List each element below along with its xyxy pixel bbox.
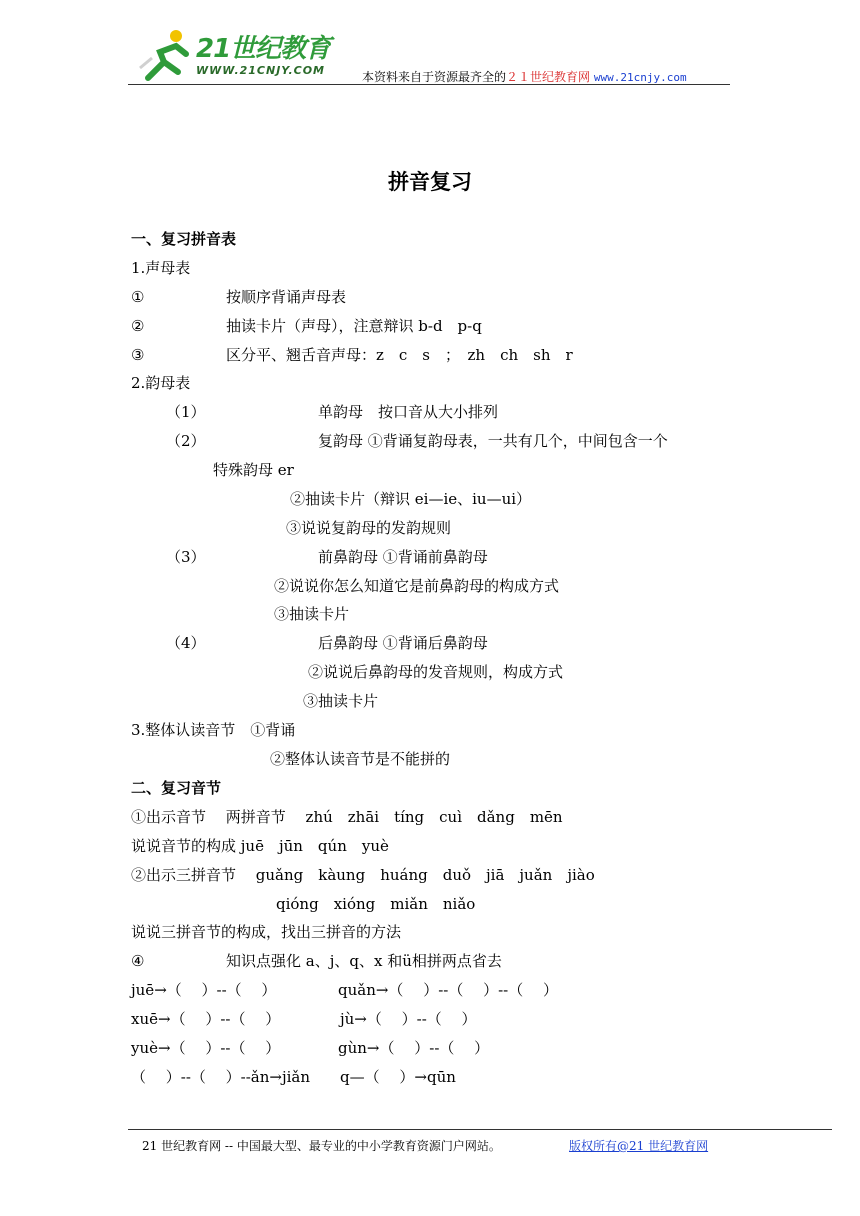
item-3: 3.整体认读音节 ①背诵 [131, 721, 296, 739]
para-3: ②出示三拼音节 guǎng kàung huáng duǒ jiā juǎn jiào [131, 866, 595, 884]
site-logo [138, 28, 338, 84]
item-1-1-text: 按顺序背诵声母表 [226, 288, 347, 306]
para-6-text: 知识点强化 a、j、q、x 和ü相拼两点省去 [226, 952, 502, 970]
item-2-3-sub3: ③抽读卡片 [274, 605, 350, 623]
exercise-3a: yuè→（ ）--（ ） [131, 1039, 281, 1057]
item-1-3-num: ③ [131, 346, 145, 364]
item-2-4-text: 后鼻韵母 ①背诵后鼻韵母 [318, 634, 488, 652]
item-2-3-num: （3） [166, 548, 206, 566]
exercise-2a: xuē→（ ）--（ ） [131, 1010, 281, 1028]
para-4: qióng xióng miǎn niǎo [276, 895, 476, 913]
footer-text: 21 世纪教育网 -- 中国最大型、最专业的中小学教育资源门户网站。 [142, 1139, 501, 1153]
header-note-url[interactable]: www.21cnjy.com [593, 71, 687, 84]
logo-url: WWW.21CNJY.COM [196, 64, 325, 77]
item-1: 1.声母表 [131, 259, 191, 277]
item-2-1-text: 单韵母 按口音从大小排列 [318, 403, 499, 421]
item-2-2-num: （2） [166, 432, 206, 450]
logo-text: 21世纪教育 [196, 34, 331, 64]
exercise-1b: quǎn→（ ）--（ ）--（ ） [338, 981, 559, 999]
header-note-site[interactable]: ２１世纪教育网 [506, 70, 591, 84]
para-5: 说说三拼音节的构成，找出三拼音的方法 [131, 923, 402, 941]
exercise-2b: jù→（ ）--（ ） [340, 1010, 477, 1028]
exercise-4: （ ）--（ ）--ǎn→jiǎn q—（ ）→qūn [131, 1068, 456, 1086]
item-2-2-sub2: ②抽读卡片（辩识 ei—ie、iu—ui） [290, 490, 532, 508]
page-title: 拼音复习 [388, 169, 472, 194]
item-1-2-num: ② [131, 317, 145, 335]
section-heading-2: 二、复习音节 [131, 779, 222, 797]
item-2-4-sub3: ③抽读卡片 [303, 692, 379, 710]
item-2-2-text: 复韵母 ①背诵复韵母表，一共有几个，中间包含一个 [318, 432, 668, 450]
item-2-2-cont: 特殊韵母 er [213, 461, 294, 479]
item-1-3-text: 区分平、翘舌音声母：z c s ； zh ch sh r [226, 346, 573, 364]
para-2: 说说音节的构成 juē jūn qún yuè [131, 837, 389, 855]
item-2-4-sub2: ②说说后鼻韵母的发音规则，构成方式 [308, 663, 564, 681]
para-1: ①出示音节 两拼音节 zhú zhāi tíng cuì dǎng mēn [131, 808, 563, 826]
header-note-prefix: 本资料来自于资源最齐全的 [362, 70, 507, 84]
footer-copyright-link[interactable]: 版权所有@21 世纪教育网 [569, 1139, 709, 1153]
item-2: 2.韵母表 [131, 374, 191, 392]
section-heading-1: 一、复习拼音表 [131, 230, 237, 248]
item-1-1-num: ① [131, 288, 145, 306]
footer-divider [128, 1129, 832, 1130]
exercise-1a: juē→（ ）--（ ） [131, 981, 277, 999]
header-note [362, 68, 687, 85]
item-2-2-sub3: ③说说复韵母的发韵规则 [286, 519, 452, 537]
para-6-num: ④ [131, 952, 145, 970]
item-3-sub2: ②整体认读音节是不能拼的 [270, 750, 451, 768]
running-figure-icon [138, 28, 198, 84]
item-1-2-text: 抽读卡片（声母），注意辩识 b-d p-q [226, 317, 482, 335]
item-2-4-num: （4） [166, 634, 206, 652]
header-divider [128, 84, 730, 85]
item-2-1-num: （1） [166, 403, 206, 421]
exercise-3b: gùn→（ ）--（ ） [338, 1039, 490, 1057]
item-2-3-text: 前鼻韵母 ①背诵前鼻韵母 [318, 548, 488, 566]
item-2-3-sub2: ②说说你怎么知道它是前鼻韵母的构成方式 [274, 577, 560, 595]
